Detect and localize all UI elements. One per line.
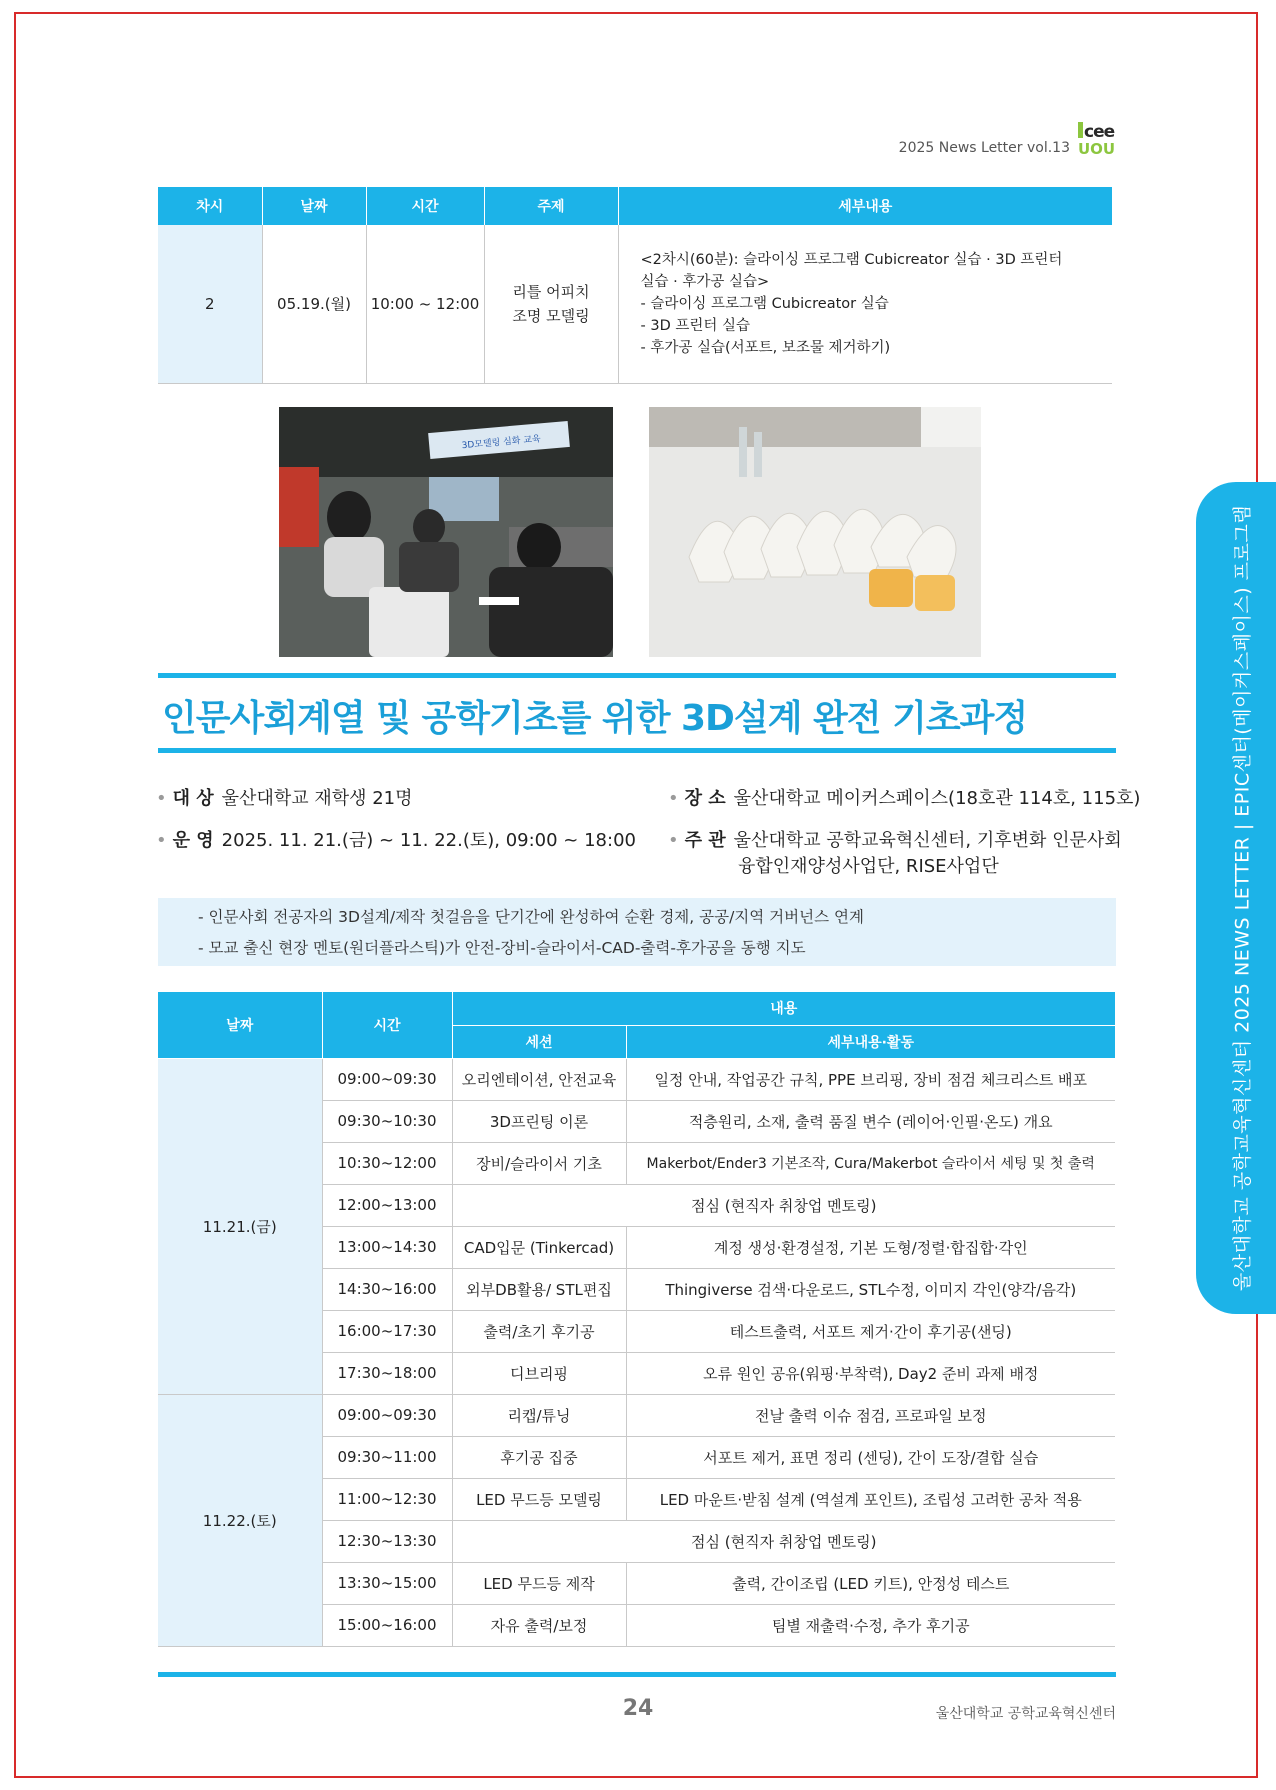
table-row <box>158 1394 1115 1436</box>
header-session: 세션 <box>452 1025 626 1058</box>
cee-uou-logo: cee UOU <box>1078 122 1116 158</box>
footer-rule <box>158 1672 1116 1677</box>
row-time: 09:30~10:30 <box>322 1100 452 1142</box>
row-session: 후기공 집중 <box>452 1436 626 1478</box>
row-detail: 계정 생성·환경설정, 기본 도형/정렬·합집합·각인 <box>626 1226 1115 1268</box>
info-place: • 장 소 울산대학교 메이커스페이스(18호관 114호, 115호) <box>668 788 1141 809</box>
header-details: 세부내용 <box>838 199 893 215</box>
session-details <box>618 225 1112 383</box>
row-time: 09:00~09:30 <box>322 1394 452 1436</box>
row-session: CAD입문 (Tinkercad) <box>452 1226 626 1268</box>
row-lunch: 점심 (현직자 취창업 멘토링) <box>452 1520 1115 1562</box>
note-line: - 모교 출신 현장 멘토(원더플라스틱)가 안전-장비-슬라이서-CAD-출력-후가공을 동행 지도 <box>198 939 806 957</box>
row-session: 3D프린팅 이론 <box>452 1100 626 1142</box>
detail-line: <2차시(60분): 슬라이싱 프로그램 Cubicreator 실습 · 3D 프린터 <box>640 251 1063 268</box>
row-session: 출력/초기 후기공 <box>452 1310 626 1352</box>
table-row <box>158 1058 1115 1100</box>
header-content: 내용 <box>452 992 1115 1025</box>
row-time: 09:30~11:00 <box>322 1436 452 1478</box>
info-operation: • 운 영 2025. 11. 21.(금) ~ 11. 22.(토), 09:00 ~ 18:00 <box>156 830 636 851</box>
row-session: LED 무드등 제작 <box>452 1562 626 1604</box>
detail-line: - 3D 프린터 실습 <box>640 317 750 334</box>
row-time: 16:00~17:30 <box>322 1310 452 1352</box>
page-number: 24 <box>622 1696 654 1721</box>
footer-org: 울산대학교 공학교육혁신센터 <box>935 1706 1116 1722</box>
day2-date: 11.22.(토) <box>158 1394 322 1646</box>
header-topic: 주제 <box>484 187 618 225</box>
row-session: 장비/슬라이서 기초 <box>452 1142 626 1184</box>
row-detail: Thingiverse 검색·다운로드, STL수정, 이미지 각인(양각/음각) <box>626 1268 1115 1310</box>
lamp-prints-photo <box>649 407 981 657</box>
header-date: 날짜 <box>262 187 366 225</box>
row-session: 자유 출력/보정 <box>452 1604 626 1646</box>
header-time: 시간 <box>366 187 484 225</box>
topic-line: 조명 모델링 <box>512 306 590 325</box>
row-detail: 전날 출력 이슈 점검, 프로파일 보정 <box>626 1394 1115 1436</box>
day1-date: 11.21.(금) <box>158 1058 322 1394</box>
detail-line: - 슬라이싱 프로그램 Cubicreator 실습 <box>640 295 889 312</box>
header-session: 차시 <box>158 187 262 225</box>
section-rule-bottom <box>158 748 1116 753</box>
newsletter-title: 2025 News Letter vol.13 <box>898 140 1070 156</box>
row-time: 09:00~09:30 <box>322 1058 452 1100</box>
row-session: 오리엔테이션, 안전교육 <box>452 1058 626 1100</box>
row-time: 12:00~13:00 <box>322 1184 452 1226</box>
section-rule-top <box>158 673 1116 678</box>
session-date: 05.19.(월) <box>262 225 366 383</box>
row-time: 14:30~16:00 <box>322 1268 452 1310</box>
topic-line: 리틀 어피치 <box>512 282 590 301</box>
row-time: 13:30~15:00 <box>322 1562 452 1604</box>
note-box <box>158 898 1116 966</box>
row-detail: 오류 원인 공유(워핑·부착력), Day2 준비 과제 배정 <box>626 1352 1115 1394</box>
row-session: 외부DB활용/ STL편집 <box>452 1268 626 1310</box>
row-time: 11:00~12:30 <box>322 1478 452 1520</box>
side-tab-text: 울산대학교 공학교육혁신센터 2025 NEWS LETTER | EPIC센터(메이커스페이스) 프로그램 <box>1231 504 1254 1292</box>
info-host-line2: 융합인재양성사업단, RISE사업단 <box>738 856 999 877</box>
header-detail: 세부내용·활동 <box>626 1025 1115 1058</box>
detail-line: - 후가공 실습(서포트, 보조물 제거하기) <box>640 339 891 356</box>
row-detail: 출력, 간이조립 (LED 키트), 안정성 테스트 <box>626 1562 1115 1604</box>
classroom-photo <box>279 407 613 657</box>
detail-line: 실습 · 후가공 실습> <box>640 273 770 290</box>
row-time: 13:00~14:30 <box>322 1226 452 1268</box>
row-session: 리캡/튜닝 <box>452 1394 626 1436</box>
row-session: 디브리핑 <box>452 1352 626 1394</box>
row-time: 17:30~18:00 <box>322 1352 452 1394</box>
row-detail: 테스트출력, 서포트 제거·간이 후기공(샌딩) <box>626 1310 1115 1352</box>
section-title: 인문사회계열 및 공학기초를 위한 3D설계 완전 기초과정 <box>162 698 1028 739</box>
table-row <box>158 225 1112 383</box>
row-detail: 서포트 제거, 표면 정리 (센딩), 간이 도장/결합 실습 <box>626 1436 1115 1478</box>
session-table <box>158 187 1112 384</box>
row-session: LED 무드등 모델링 <box>452 1478 626 1520</box>
row-detail: 적층원리, 소재, 출력 품질 변수 (레이어·인필·온도) 개요 <box>626 1100 1115 1142</box>
row-time: 12:30~13:30 <box>322 1520 452 1562</box>
row-lunch: 점심 (현직자 취창업 멘토링) <box>452 1184 1115 1226</box>
row-time: 10:30~12:00 <box>322 1142 452 1184</box>
svg-text:3D모델링 심화 교육: 3D모델링 심화 교육 <box>461 434 542 452</box>
note-line: - 인문사회 전공자의 3D설계/제작 첫걸음을 단기간에 완성하여 순환 경제, 공공/지역 거버넌스 연계 <box>198 908 864 926</box>
row-detail: 일정 안내, 작업공간 규칙, PPE 브리핑, 장비 점검 체크리스트 배포 <box>626 1058 1115 1100</box>
info-host: • 주 관 울산대학교 공학교육혁신센터, 기후변화 인문사회 <box>668 830 1122 851</box>
header-date: 날짜 <box>158 992 322 1058</box>
info-target: • 대 상 울산대학교 재학생 21명 <box>156 788 413 809</box>
schedule-table <box>158 992 1115 1647</box>
row-detail: Makerbot/Ender3 기본조작, Cura/Makerbot 슬라이서 세팅 및 첫 출력 <box>626 1142 1115 1184</box>
row-detail: LED 마운트·받침 설계 (역설계 포인트), 조립성 고려한 공차 적용 <box>626 1478 1115 1520</box>
session-topic <box>484 225 618 383</box>
session-time: 10:00 ~ 12:00 <box>366 225 484 383</box>
row-time: 15:00~16:00 <box>322 1604 452 1646</box>
row-detail: 팀별 재출력·수정, 추가 후기공 <box>626 1604 1115 1646</box>
session-number: 2 <box>158 225 262 383</box>
header-time: 시간 <box>322 992 452 1058</box>
